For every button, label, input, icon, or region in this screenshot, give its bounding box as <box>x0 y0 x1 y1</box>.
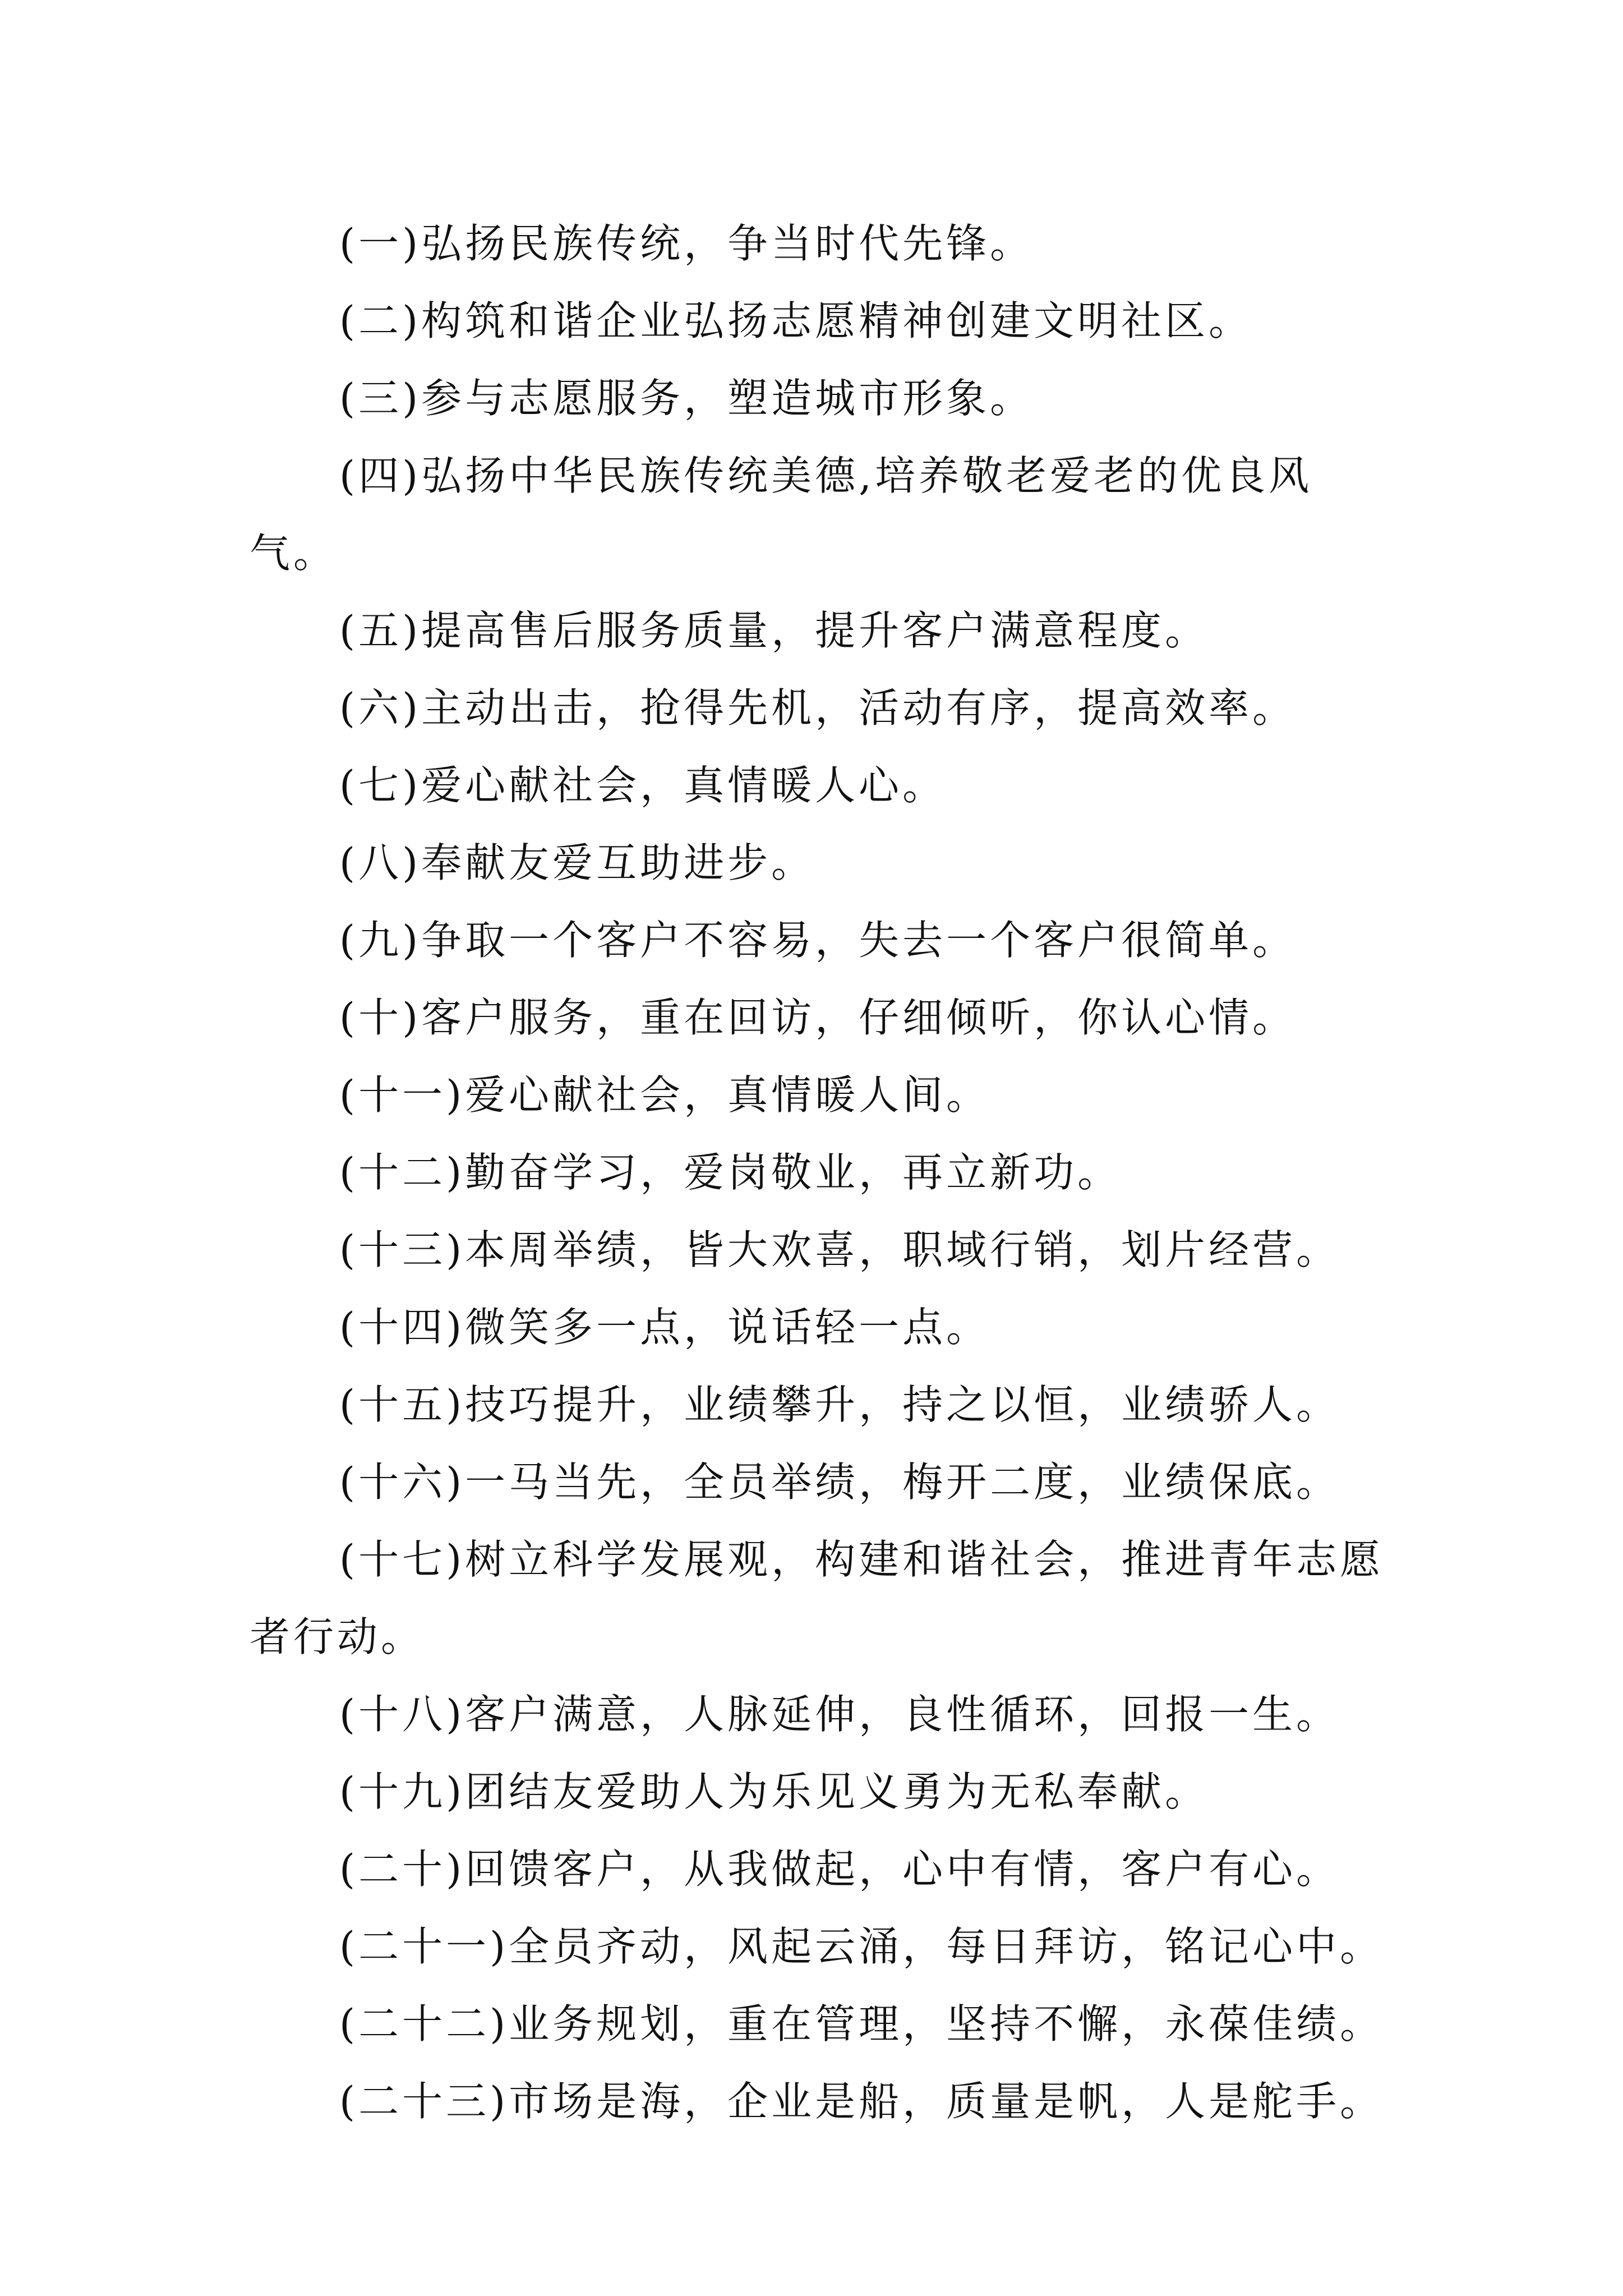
list-item: (六)主动出击，抢得先机，活动有序，提高效率。 <box>339 684 1297 731</box>
list-item: (九)争取一个客户不容易，失去一个客户很简单。 <box>339 917 1297 964</box>
list-item: (二十一)全员齐动，风起云涌，每日拜访，铭记心中。 <box>339 1923 1384 1970</box>
list-item: (十五)技巧提升，业绩攀升，持之以恒，业绩骄人。 <box>339 1381 1340 1428</box>
list-item: (十一)爱心献社会，真情暖人间。 <box>339 1071 990 1119</box>
list-item: (二十三)市场是海，企业是船，质量是帆，人是舵手。 <box>339 2078 1384 2125</box>
list-item: (一)弘扬民族传统，争当时代先锋。 <box>339 220 1034 267</box>
document-body <box>250 205 1399 2140</box>
list-item: (四)弘扬中华民族传统美德,培养敬老爱老的优良风气。 <box>250 452 1313 577</box>
list-item: (七)爱心献社会，真情暖人心。 <box>339 762 947 809</box>
list-item: (八)奉献友爱互助进步。 <box>339 839 815 886</box>
list-item: (十七)树立科学发展观，构建和谐社会，推进青年志愿者行动。 <box>250 1536 1384 1660</box>
list-item: (十四)微笑多一点，说话轻一点。 <box>339 1304 990 1351</box>
list-item: (五)提高售后服务质量，提升客户满意程度。 <box>339 607 1209 654</box>
list-item: (十二)勤奋学习，爱岗敬业，再立新功。 <box>339 1149 1122 1196</box>
list-item: (十九)团结友爱助人为乐见义勇为无私奉献。 <box>339 1768 1209 1815</box>
list-item: (十八)客户满意，人脉延伸，良性循环，回报一生。 <box>339 1691 1340 1738</box>
list-item: (十)客户服务，重在回访，仔细倾听，你认心情。 <box>339 994 1297 1041</box>
list-item: (二十)回馈客户，从我做起，心中有情，客户有心。 <box>339 1846 1340 1893</box>
list-item: (十六)一马当先，全员举绩，梅开二度，业绩保底。 <box>339 1458 1340 1506</box>
list-item: (三)参与志愿服务，塑造城市形象。 <box>339 375 1034 422</box>
list-item: (二)构筑和谐企业弘扬志愿精神创建文明社区。 <box>339 297 1253 344</box>
list-item: (二十二)业务规划，重在管理，坚持不懈，永葆佳绩。 <box>339 2000 1384 2047</box>
list-item: (十三)本周举绩，皆大欢喜，职域行销，划片经营。 <box>339 1226 1340 1273</box>
